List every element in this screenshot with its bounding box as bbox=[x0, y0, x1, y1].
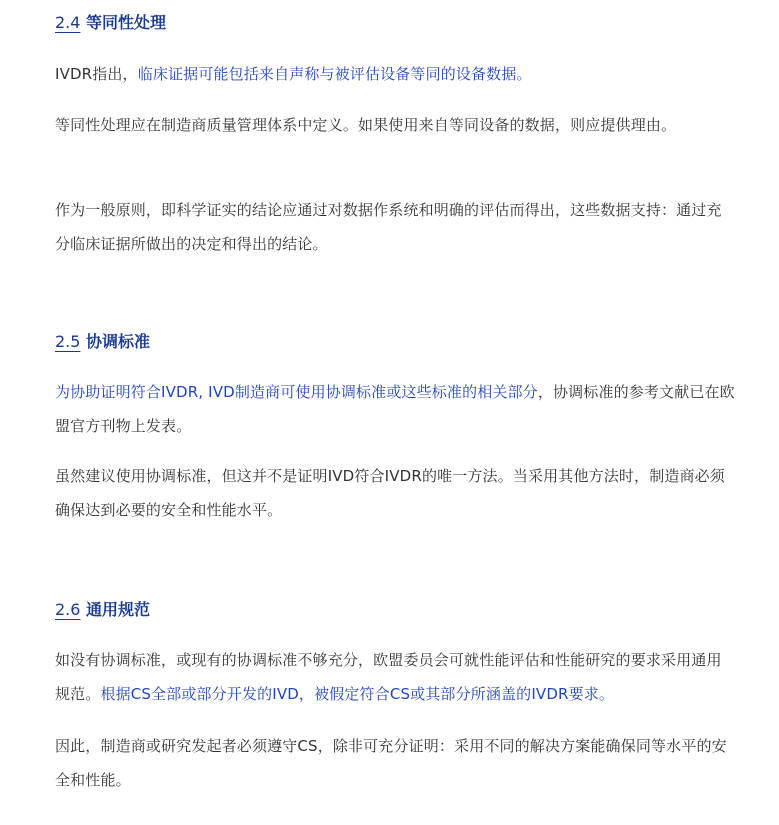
section-title: 等同性处理 bbox=[86, 13, 167, 32]
section-title: 通用规范 bbox=[86, 600, 151, 619]
paragraph bbox=[55, 459, 735, 527]
paragraph bbox=[55, 193, 735, 261]
section-number: 2.4 bbox=[55, 13, 81, 32]
paragraph-text: 如没有协调标准，或现有的协调标准不够充分，欧盟委员会可就性能评估和性能研究的要求采用通用规范。 bbox=[55, 651, 722, 703]
section-heading-2-4 bbox=[55, 12, 166, 34]
paragraph-text: IVDR指出， bbox=[55, 65, 138, 83]
highlighted-text: 为协助证明符合IVDR, IVD制造商可使用协调标准或这些标准的相关部分 bbox=[55, 383, 538, 401]
paragraph-text: 因此，制造商或研究发起者必须遵守CS，除非可充分证明：采用不同的解决方案能确保同等水平的安全和性能。 bbox=[55, 737, 727, 789]
paragraph-text: 等同性处理应在制造商质量管理体系中定义。如果使用来自等同设备的数据，则应提供理由。 bbox=[55, 116, 677, 134]
section-title: 协调标准 bbox=[86, 332, 151, 351]
paragraph-text: ，协调标准的参考文献已在欧盟官方刊物上发表。 bbox=[55, 383, 735, 435]
paragraph bbox=[55, 57, 735, 91]
section-heading-2-6 bbox=[55, 599, 150, 621]
section-number: 2.6 bbox=[55, 600, 81, 619]
section-heading-2-5 bbox=[55, 331, 150, 353]
paragraph bbox=[55, 375, 735, 443]
paragraph-text: 作为一般原则，即科学证实的结论应通过对数据作系统和明确的评估而得出，这些数据支持：通过充分临床证据所做出的决定和得出的结论。 bbox=[55, 201, 722, 253]
paragraph bbox=[55, 729, 735, 797]
paragraph-text: 虽然建议使用协调标准，但这并不是证明IVD符合IVDR的唯一方法。当采用其他方法时，制造商必须确保达到必要的安全和性能水平。 bbox=[55, 467, 725, 519]
section-number: 2.5 bbox=[55, 332, 81, 351]
paragraph bbox=[55, 108, 735, 142]
paragraph bbox=[55, 643, 735, 711]
highlighted-text: 临床证据可能包括来自声称与被评估设备等同的设备数据。 bbox=[137, 65, 532, 83]
highlighted-text: 根据CS全部或部分开发的IVD，被假定符合CS或其部分所涵盖的IVDR要求。 bbox=[100, 685, 615, 703]
